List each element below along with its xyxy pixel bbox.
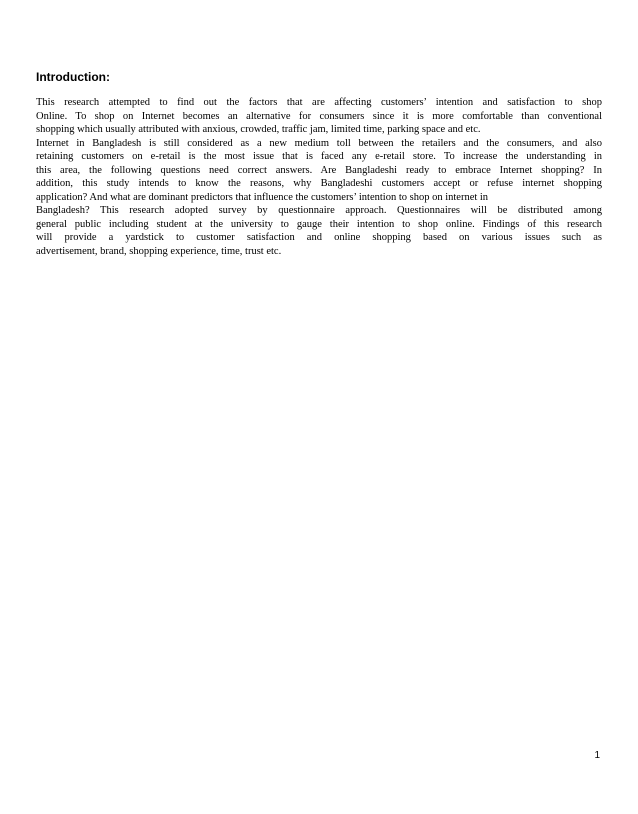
text-line: this area, the following questions need correct answers. Are Bangladeshi ready to embrace Internet shopping? In <box>36 164 602 176</box>
text-line: retaining customers on e-retail is the most issue that is faced any e-retail store. To increase the understanding in <box>36 151 602 162</box>
text-line: application? And what are dominant predictors that influence the customers’ intention to shop on internet in <box>36 191 489 203</box>
text-line: addition, this study intends to know the reasons, why Bangladeshi customers accept or refuse internet shopping <box>36 178 602 189</box>
text-line: Bangladesh? This research adopted survey by questionnaire approach. Questionnaires will be distributed among <box>36 205 602 216</box>
page-number: 1 <box>594 750 600 761</box>
text-line: general public including student at the university to gauge their intention to shop online. Findings of this research <box>36 218 602 230</box>
text-line: Online. To shop on Internet becomes an alternative for consumers since it is more comfortable than conventional <box>36 110 602 122</box>
section-heading: Introduction: <box>36 70 110 84</box>
text-line: Internet in Bangladesh is still considered as a new medium toll between the retailers and the consumers, and also <box>36 137 602 149</box>
body-text <box>36 96 602 258</box>
text-line: shopping which usually attributed with anxious, crowded, traffic jam, limited time, parking space and etc. <box>36 124 481 135</box>
text-line: advertisement, brand, shopping experience, time, trust etc. <box>36 245 282 257</box>
text-line: will provide a yardstick to customer satisfaction and online shopping based on various issues such as <box>36 232 602 243</box>
text-line: This research attempted to find out the factors that are affecting customers’ intention and satisfaction to shop <box>36 97 602 108</box>
